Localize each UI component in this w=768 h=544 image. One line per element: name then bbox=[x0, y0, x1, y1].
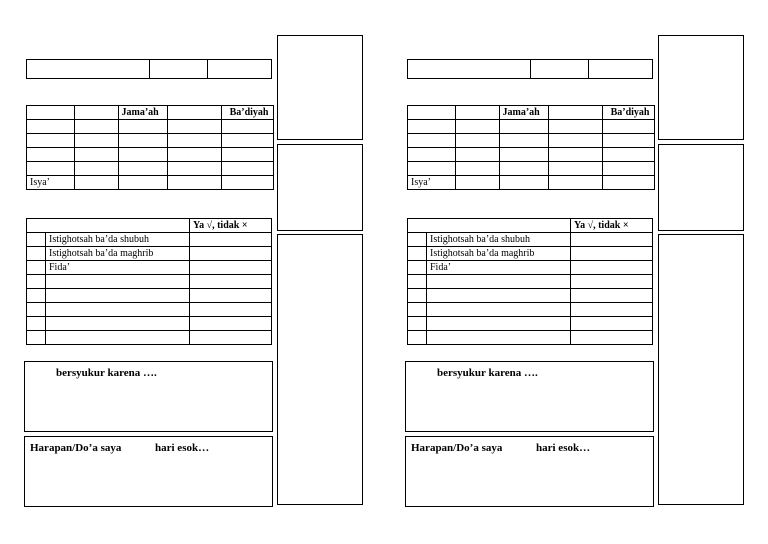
table-cell[interactable] bbox=[118, 148, 168, 162]
table-cell[interactable] bbox=[168, 176, 222, 190]
table-cell[interactable] bbox=[455, 148, 499, 162]
side-box-bottom[interactable] bbox=[277, 234, 363, 505]
checklist-answer-cell[interactable] bbox=[190, 261, 272, 275]
table-cell[interactable] bbox=[118, 176, 168, 190]
checklist-item-label bbox=[46, 303, 190, 317]
table-cell[interactable] bbox=[74, 162, 118, 176]
checklist-blank-header bbox=[408, 219, 571, 233]
side-box-top[interactable] bbox=[658, 35, 744, 140]
table-cell[interactable] bbox=[168, 134, 222, 148]
table-cell[interactable] bbox=[168, 162, 222, 176]
gratitude-label: bersyukur karena …. bbox=[437, 367, 538, 379]
table-row bbox=[27, 148, 274, 162]
list-item bbox=[408, 247, 653, 261]
checklist-answer-cell[interactable] bbox=[571, 247, 653, 261]
prayer-name-cell bbox=[27, 120, 75, 134]
jamaah-header: Jama’ah bbox=[118, 106, 168, 120]
prayer-header-cell bbox=[74, 106, 118, 120]
table-cell[interactable] bbox=[603, 134, 655, 148]
table-row bbox=[408, 176, 655, 190]
checklist-answer-cell[interactable] bbox=[571, 261, 653, 275]
checklist-answer-cell[interactable] bbox=[571, 331, 653, 345]
header-cell[interactable] bbox=[589, 60, 652, 78]
table-cell[interactable] bbox=[549, 134, 603, 148]
header-cell[interactable] bbox=[208, 60, 271, 78]
table-cell[interactable] bbox=[168, 148, 222, 162]
checklist-item-label bbox=[46, 331, 190, 345]
table-row bbox=[408, 148, 655, 162]
list-item bbox=[408, 289, 653, 303]
table-cell[interactable] bbox=[74, 148, 118, 162]
table-row bbox=[27, 134, 274, 148]
checklist-item-label bbox=[427, 275, 571, 289]
table-cell[interactable] bbox=[499, 162, 549, 176]
list-item bbox=[408, 331, 653, 345]
list-item bbox=[408, 261, 653, 275]
table-cell[interactable] bbox=[499, 134, 549, 148]
table-cell[interactable] bbox=[499, 148, 549, 162]
checklist-item-label bbox=[427, 331, 571, 345]
prayer-name-cell: Isya’ bbox=[27, 176, 75, 190]
table-cell bbox=[408, 303, 427, 317]
hope-box[interactable] bbox=[405, 436, 654, 507]
table-cell bbox=[408, 261, 427, 275]
table-cell[interactable] bbox=[549, 176, 603, 190]
table-cell[interactable] bbox=[603, 120, 655, 134]
table-cell[interactable] bbox=[222, 120, 274, 134]
header-cell[interactable] bbox=[531, 60, 589, 78]
checklist-answer-cell[interactable] bbox=[571, 303, 653, 317]
table-cell[interactable] bbox=[455, 120, 499, 134]
badiyah-header: Ba’diyah bbox=[222, 106, 274, 120]
prayer-table bbox=[407, 105, 655, 190]
list-item bbox=[27, 233, 272, 247]
prayer-header-cell bbox=[27, 106, 75, 120]
table-cell[interactable] bbox=[118, 162, 168, 176]
table-cell[interactable] bbox=[222, 148, 274, 162]
prayer-name-cell bbox=[408, 120, 456, 134]
table-cell bbox=[27, 331, 46, 345]
list-item bbox=[408, 233, 653, 247]
checklist-answer-cell[interactable] bbox=[190, 247, 272, 261]
table-cell[interactable] bbox=[222, 134, 274, 148]
list-item bbox=[27, 261, 272, 275]
prayer-name-cell bbox=[27, 148, 75, 162]
table-cell[interactable] bbox=[455, 162, 499, 176]
hope-suffix-label: hari esok… bbox=[155, 442, 210, 454]
header-cell[interactable] bbox=[408, 60, 531, 78]
list-item bbox=[408, 275, 653, 289]
table-cell[interactable] bbox=[603, 162, 655, 176]
checklist-item-label: Istighotsah ba’da shubuh bbox=[427, 233, 571, 247]
table-cell bbox=[408, 233, 427, 247]
checklist-answer-cell[interactable] bbox=[571, 317, 653, 331]
checklist-item-label: Istighotsah ba’da maghrib bbox=[46, 247, 190, 261]
checklist-answer-header: Ya √, tidak × bbox=[190, 219, 272, 233]
checklist-item-label bbox=[46, 317, 190, 331]
table-row bbox=[27, 162, 274, 176]
prayer-header-cell bbox=[168, 106, 222, 120]
header-field-row bbox=[26, 59, 272, 79]
checklist-answer-header: Ya √, tidak × bbox=[571, 219, 653, 233]
checklist-table bbox=[26, 218, 272, 345]
table-cell bbox=[408, 317, 427, 331]
table-cell bbox=[27, 233, 46, 247]
checklist-answer-cell[interactable] bbox=[190, 317, 272, 331]
checklist-answer-cell[interactable] bbox=[571, 289, 653, 303]
list-item bbox=[27, 303, 272, 317]
table-cell[interactable] bbox=[222, 176, 274, 190]
table-cell[interactable] bbox=[74, 176, 118, 190]
form-panel-right bbox=[381, 0, 765, 544]
table-row bbox=[27, 120, 274, 134]
prayer-name-cell: Isya’ bbox=[408, 176, 456, 190]
table-cell bbox=[27, 261, 46, 275]
table-cell[interactable] bbox=[549, 162, 603, 176]
table-cell bbox=[27, 289, 46, 303]
table-cell[interactable] bbox=[499, 176, 549, 190]
table-cell bbox=[27, 317, 46, 331]
prayer-table bbox=[26, 105, 274, 190]
list-item bbox=[27, 331, 272, 345]
table-cell[interactable] bbox=[168, 120, 222, 134]
table-row bbox=[408, 120, 655, 134]
list-item bbox=[27, 247, 272, 261]
checklist-answer-cell[interactable] bbox=[190, 275, 272, 289]
checklist-item-label: Istighotsah ba’da maghrib bbox=[427, 247, 571, 261]
checklist-item-label: Istighotsah ba’da shubuh bbox=[46, 233, 190, 247]
table-cell[interactable] bbox=[118, 134, 168, 148]
table-cell[interactable] bbox=[603, 176, 655, 190]
badiyah-header: Ba’diyah bbox=[603, 106, 655, 120]
jamaah-header: Jama’ah bbox=[499, 106, 549, 120]
gratitude-label: bersyukur karena …. bbox=[56, 367, 157, 379]
checklist-answer-cell[interactable] bbox=[190, 233, 272, 247]
checklist-blank-header bbox=[27, 219, 190, 233]
table-cell bbox=[408, 331, 427, 345]
checklist-item-label bbox=[427, 289, 571, 303]
table-cell bbox=[27, 247, 46, 261]
header-field-row bbox=[407, 59, 653, 79]
hope-box[interactable] bbox=[24, 436, 273, 507]
table-cell bbox=[408, 247, 427, 261]
table-cell bbox=[408, 275, 427, 289]
checklist-item-label: Fida’ bbox=[427, 261, 571, 275]
hope-suffix-label: hari esok… bbox=[536, 442, 591, 454]
prayer-name-cell bbox=[408, 134, 456, 148]
header-cell[interactable] bbox=[150, 60, 208, 78]
table-cell[interactable] bbox=[499, 120, 549, 134]
table-row bbox=[408, 134, 655, 148]
checklist-answer-cell[interactable] bbox=[571, 275, 653, 289]
checklist-item-label bbox=[46, 275, 190, 289]
gratitude-box[interactable] bbox=[24, 361, 273, 432]
checklist-table bbox=[407, 218, 653, 345]
table-cell bbox=[27, 275, 46, 289]
table-cell[interactable] bbox=[222, 162, 274, 176]
list-item bbox=[27, 317, 272, 331]
checklist-item-label bbox=[427, 303, 571, 317]
prayer-name-cell bbox=[408, 162, 456, 176]
side-box-bottom[interactable] bbox=[658, 234, 744, 505]
prayer-name-cell bbox=[27, 162, 75, 176]
prayer-name-cell bbox=[408, 148, 456, 162]
table-cell[interactable] bbox=[603, 148, 655, 162]
prayer-name-cell bbox=[27, 134, 75, 148]
checklist-answer-cell[interactable] bbox=[571, 233, 653, 247]
list-item bbox=[27, 275, 272, 289]
prayer-header-cell bbox=[549, 106, 603, 120]
table-cell[interactable] bbox=[549, 120, 603, 134]
checklist-answer-cell[interactable] bbox=[190, 289, 272, 303]
list-item bbox=[27, 289, 272, 303]
gratitude-box[interactable] bbox=[405, 361, 654, 432]
table-cell[interactable] bbox=[455, 176, 499, 190]
table-cell[interactable] bbox=[74, 134, 118, 148]
list-item bbox=[408, 317, 653, 331]
header-cell[interactable] bbox=[27, 60, 150, 78]
hope-label: Harapan/Do’a saya bbox=[411, 442, 503, 454]
checklist-item-label bbox=[427, 317, 571, 331]
prayer-header-cell bbox=[455, 106, 499, 120]
list-item bbox=[408, 303, 653, 317]
side-box-top[interactable] bbox=[277, 35, 363, 140]
prayer-header-cell bbox=[408, 106, 456, 120]
hope-label: Harapan/Do’a saya bbox=[30, 442, 122, 454]
table-row bbox=[27, 176, 274, 190]
table-cell bbox=[27, 303, 46, 317]
table-cell[interactable] bbox=[74, 120, 118, 134]
table-cell[interactable] bbox=[549, 148, 603, 162]
checklist-item-label bbox=[46, 289, 190, 303]
table-cell bbox=[408, 289, 427, 303]
checklist-item-label: Fida’ bbox=[46, 261, 190, 275]
table-cell[interactable] bbox=[118, 120, 168, 134]
checklist-answer-cell[interactable] bbox=[190, 303, 272, 317]
checklist-answer-cell[interactable] bbox=[190, 331, 272, 345]
side-box-middle[interactable] bbox=[277, 144, 363, 231]
table-row bbox=[408, 162, 655, 176]
table-cell[interactable] bbox=[455, 134, 499, 148]
side-box-middle[interactable] bbox=[658, 144, 744, 231]
